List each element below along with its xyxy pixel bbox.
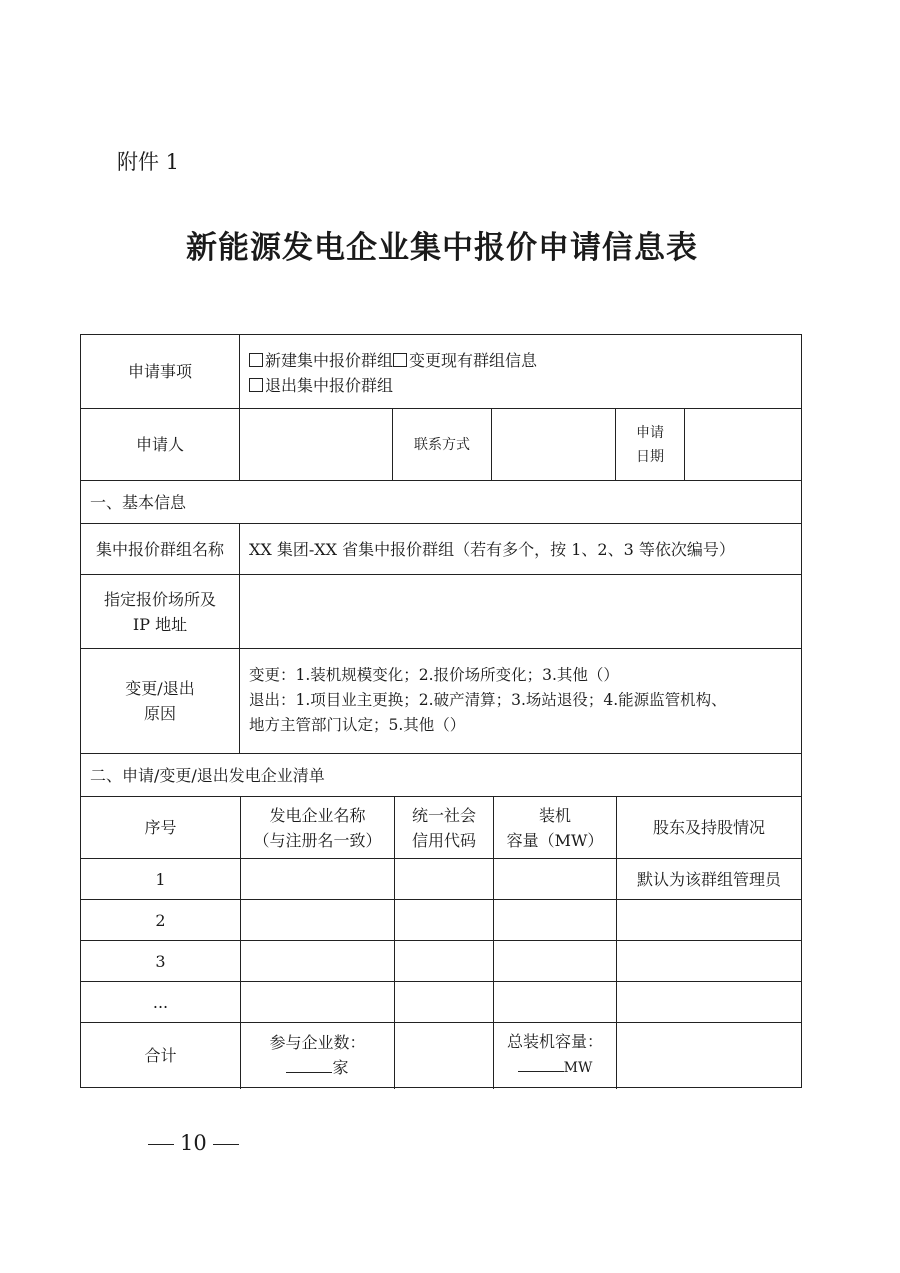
table-row-seq: 3: [155, 951, 166, 971]
attachment-label: 附件 1: [117, 150, 180, 174]
table-row-share[interactable]: [617, 900, 801, 940]
location-field[interactable]: [240, 575, 801, 648]
reason-options[interactable]: 变更：1.装机规模变化；2.报价场所变化；3.其他（） 退出：1.项目业主更换；2.破产清算；3.场站退役；4.能源监管机构、 地方主管部门认定；5.其他（）: [249, 666, 727, 734]
table-row-seq: 2: [155, 910, 166, 930]
section-enterprise-list: 二、申请/变更/退出发电企业清单: [90, 765, 325, 785]
applicant-label: 申请人: [135, 435, 184, 454]
total-enterprise-count[interactable]: 参与企业数： 家: [269, 1033, 366, 1077]
apply-item-label: 申请事项: [127, 362, 192, 381]
col-header-shareholders: 股东及持股情况: [652, 818, 765, 837]
total-capacity[interactable]: 总装机容量： MW: [506, 1032, 603, 1076]
reason-label: 变更/退出 原因: [125, 679, 195, 723]
col-header-credit-code: 统一社会 信用代码: [411, 805, 476, 850]
date-label: 申请 日期: [636, 424, 664, 465]
apply-item-options: [240, 335, 801, 408]
contact-field[interactable]: [492, 409, 615, 480]
section-basic-info: 一、基本信息: [90, 492, 187, 512]
group-name-label: 集中报价群组名称: [95, 539, 224, 559]
dash-left: [148, 1144, 174, 1145]
table-row-share[interactable]: [617, 941, 801, 981]
col-header-seq: 序号: [144, 818, 177, 837]
location-label: 指定报价场所及 IP 地址: [103, 589, 216, 634]
col-header-name: 发电企业名称 （与注册名一致）: [253, 805, 382, 850]
table-row-seq: ...: [152, 992, 169, 1012]
table-row-share[interactable]: 默认为该群组管理员: [636, 869, 781, 889]
checkbox-icon[interactable]: [393, 353, 407, 367]
date-field[interactable]: [685, 409, 801, 480]
option-change-group[interactable]: 变更现有群组信息: [393, 351, 537, 370]
count-blank[interactable]: [286, 1058, 332, 1073]
group-name-value[interactable]: XX 集团-XX 省集中报价群组（若有多个，按 1、2、3 等依次编号）: [249, 539, 735, 559]
capacity-blank[interactable]: [518, 1057, 564, 1072]
contact-label: 联系方式: [414, 436, 470, 453]
col-header-capacity: 装机 容量（MW）: [506, 805, 604, 850]
applicant-field[interactable]: [240, 409, 392, 480]
application-form-table: [80, 334, 802, 1088]
dash-right: [213, 1144, 239, 1145]
table-row-share[interactable]: [617, 982, 801, 1022]
option-exit-group[interactable]: 退出集中报价群组: [249, 376, 393, 395]
document-title: 新能源发电企业集中报价申请信息表: [186, 230, 698, 266]
total-label: 合计: [144, 1045, 177, 1065]
option-new-group[interactable]: 新建集中报价群组: [249, 351, 393, 370]
table-row-seq: 1: [155, 869, 166, 889]
checkbox-icon[interactable]: [249, 353, 263, 367]
page-number: 10: [142, 1131, 245, 1155]
checkbox-icon[interactable]: [249, 378, 263, 392]
